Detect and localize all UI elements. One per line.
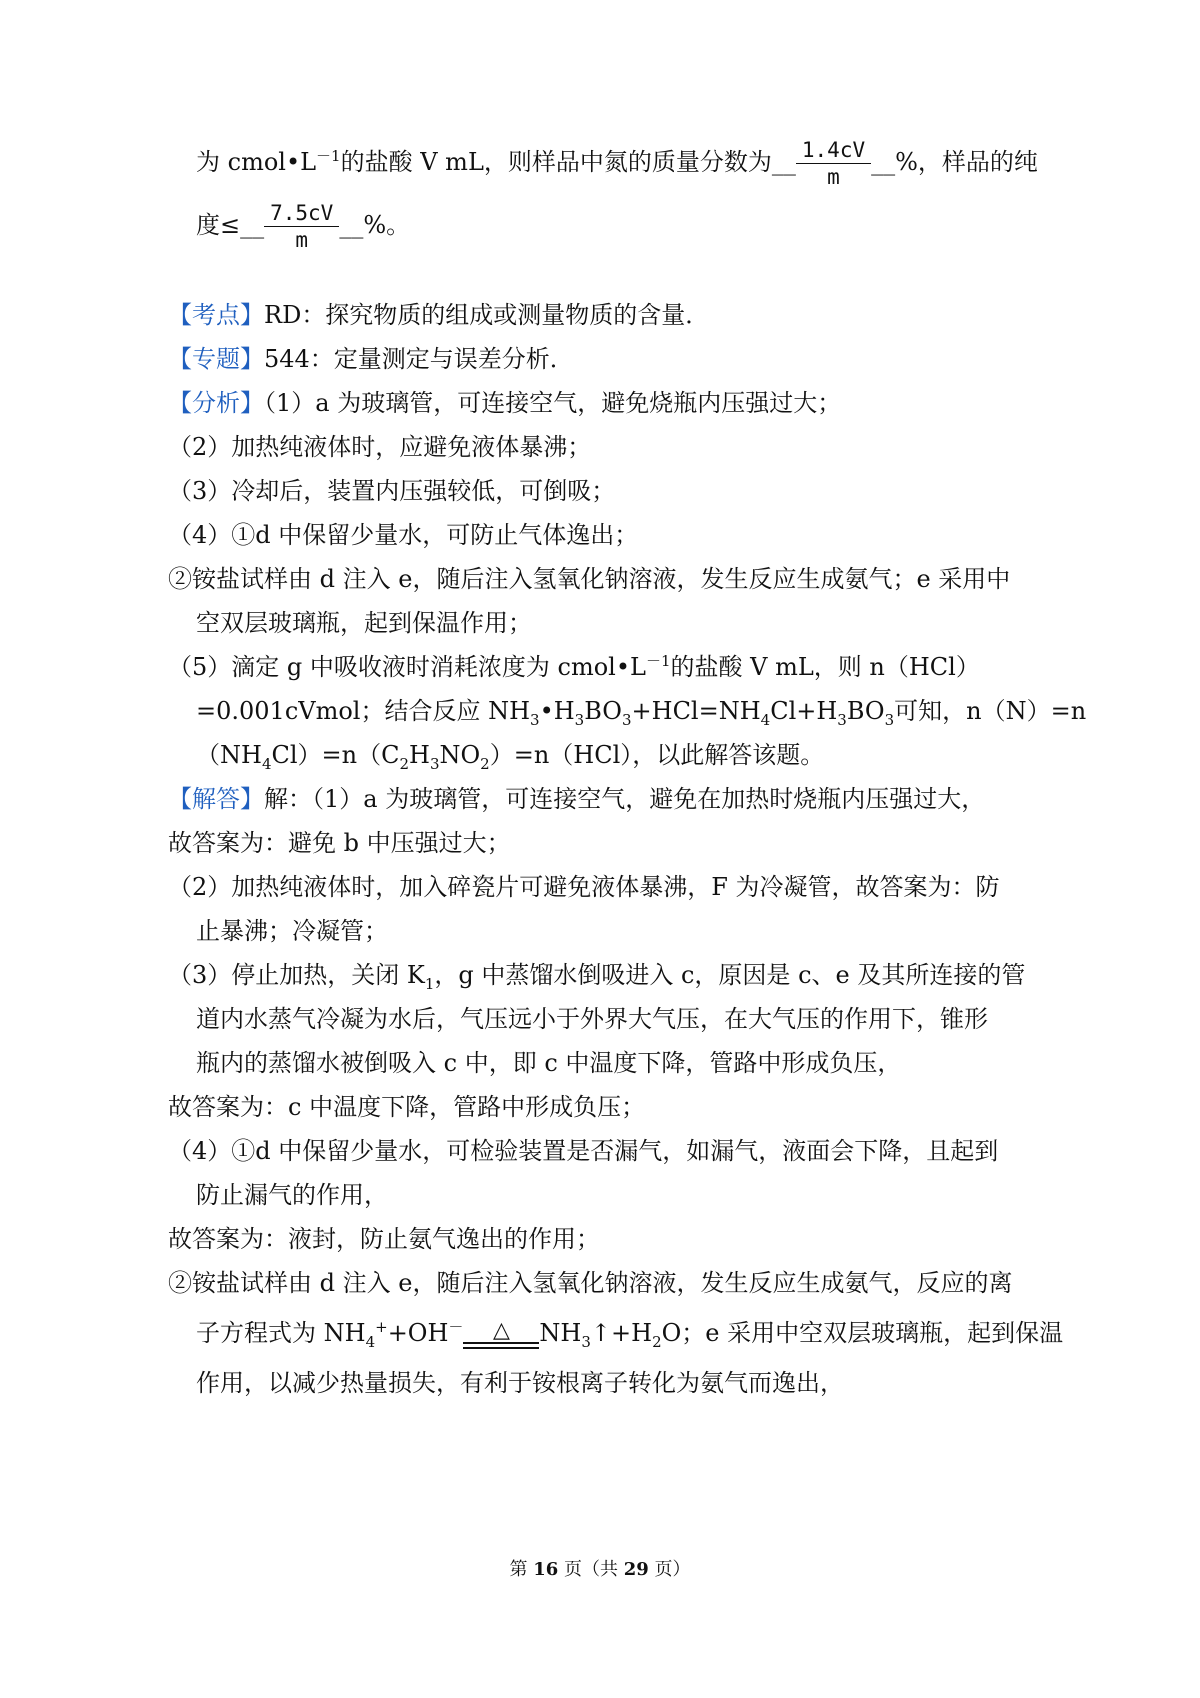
text-line: 故答案为：液封，防止氨气逸出的作用；	[168, 1225, 600, 1253]
subscript: 3	[574, 710, 585, 729]
text-span: RD：探究物质的组成或测量物质的含量．	[264, 301, 710, 329]
text-span: （5）滴定 g 中吸收液时消耗浓度为 cmol•L	[168, 653, 646, 681]
superscript: －	[448, 1318, 464, 1336]
subscript: 3	[581, 1332, 591, 1351]
text-line: 止暴沸；冷凝管；	[196, 917, 388, 945]
heating-equals-sign	[463, 1320, 539, 1349]
text-line: ②铵盐试样由 d 注入 e，随后注入氢氧化钠溶液，发生反应生成氨气，反应的离	[168, 1269, 1013, 1297]
text-span: Cl+H	[770, 697, 838, 725]
subscript: 3	[429, 754, 440, 773]
jieda-line	[168, 784, 985, 814]
text-line: 作用，以减少热量损失，有利于铵根离子转化为氨气而逸出，	[196, 1369, 844, 1397]
fraction-denominator: m	[264, 226, 339, 253]
text-span: +HCl=NH	[631, 697, 761, 725]
text-line	[168, 652, 980, 682]
subscript: 3	[621, 710, 632, 729]
subscript: 3	[837, 710, 847, 729]
total-pages: 29	[623, 1559, 649, 1580]
text-line: （3）冷却后，装置内压强较低，可倒吸；	[168, 477, 616, 505]
text-line: （2）加热纯液体时，加入碎瓷片可避免液体暴沸，F 为冷凝管，故答案为：防	[168, 873, 1000, 901]
text-line: 空双层玻璃瓶，起到保温作用；	[196, 609, 532, 637]
section-tag: 【专题】	[168, 345, 264, 373]
text-span: 度≤__	[196, 211, 265, 239]
section-tag: 【分析】	[168, 389, 264, 417]
subscript: 2	[399, 754, 409, 773]
text-span: 第	[509, 1559, 534, 1580]
text-span: O；e 采用中空双层玻璃瓶，起到保温	[661, 1319, 1064, 1347]
text-span: H	[409, 741, 430, 769]
fraction-numerator: 7.5cV	[270, 201, 334, 225]
text-line: （4）①d 中保留少量水，可检验装置是否漏气，如漏气，液面会下降，且起到	[168, 1137, 999, 1165]
text-span: ↑+H	[590, 1319, 653, 1347]
text-span: Cl）=n（C	[271, 741, 400, 769]
text-line	[196, 740, 825, 773]
subscript: 4	[261, 754, 272, 773]
text-span: （NH	[196, 741, 262, 769]
text-span: +OH	[387, 1319, 449, 1347]
text-span: 的盐酸 V mL，则 n（HCl）	[670, 653, 980, 681]
subscript: 4	[760, 710, 771, 729]
text-line: 故答案为：c 中温度下降，管路中形成负压；	[168, 1093, 646, 1121]
text-span: 页（共	[558, 1559, 624, 1580]
fraction-answer-2	[264, 200, 339, 253]
text-span: BO	[584, 697, 622, 725]
text-span: 为 cmol•L	[196, 148, 317, 176]
text-span: __%，样品的纯	[871, 148, 1038, 176]
equation-line	[196, 1318, 1063, 1349]
text-line	[196, 200, 410, 253]
text-span: （3）停止加热，关闭 K	[168, 961, 425, 989]
zhuanti-line	[168, 344, 574, 374]
text-span: ）=n（HCl），以此解答该题。	[489, 741, 825, 769]
text-span: ，g 中蒸馏水倒吸进入 c，原因是 c、e 及其所连接的管	[434, 961, 1026, 989]
text-span: BO	[846, 697, 885, 725]
text-span: 可知，n（N）=n	[894, 697, 1087, 725]
text-line: ②铵盐试样由 d 注入 e，随后注入氢氧化钠溶液，发生反应生成氨气；e 采用中	[168, 565, 1011, 593]
text-span: NH	[539, 1319, 582, 1347]
superscript: －1	[316, 147, 341, 165]
text-span: __%。	[339, 211, 411, 239]
text-line	[196, 137, 1038, 190]
subscript: 2	[652, 1332, 662, 1351]
text-span: 页）	[648, 1559, 691, 1580]
heat-triangle-icon: △	[492, 1318, 510, 1343]
fraction-denominator: m	[796, 163, 871, 190]
text-line: 道内水蒸气冷凝为水后，气压远小于外界大气压，在大气压的作用下，锥形	[196, 1005, 988, 1033]
page-footer	[0, 1555, 1200, 1581]
kaodian-line	[168, 300, 709, 330]
superscript: +	[375, 1318, 388, 1336]
text-line: 故答案为：避免 b 中压强过大；	[168, 829, 511, 857]
section-tag: 【解答】	[168, 785, 264, 813]
fraction-numerator: 1.4cV	[801, 138, 866, 162]
text-span: 解：（1）a 为玻璃管，可连接空气，避免在加热时烧瓶内压强过大，	[264, 785, 986, 813]
text-line	[168, 960, 1026, 993]
subscript: 2	[480, 754, 490, 773]
fenxi-line	[168, 388, 841, 418]
text-line: 瓶内的蒸馏水被倒吸入 c 中，即 c 中温度下降，管路中形成负压，	[196, 1049, 902, 1077]
text-span: 的盐酸 V mL，则样品中氮的质量分数为__	[340, 148, 796, 176]
text-line: 防止漏气的作用，	[196, 1181, 388, 1209]
page-number: 16	[533, 1559, 559, 1580]
text-span: =0.001cVmol；结合反应 NH	[196, 697, 531, 725]
subscript: 4	[365, 1332, 376, 1351]
text-line: （4）①d 中保留少量水，可防止气体逸出；	[168, 521, 639, 549]
subscript: 1	[424, 974, 435, 993]
fraction-answer-1	[796, 137, 871, 190]
text-span: （1）a 为玻璃管，可连接空气，避免烧瓶内压强过大；	[264, 389, 842, 417]
text-span: •H	[539, 697, 575, 725]
section-tag: 【考点】	[168, 301, 264, 329]
subscript: 3	[884, 710, 895, 729]
text-span: 子方程式为 NH	[196, 1319, 366, 1347]
double-line	[463, 1342, 539, 1349]
text-span: NO	[439, 741, 481, 769]
text-line: （2）加热纯液体时，应避免液体暴沸；	[168, 433, 592, 461]
text-span: 544：定量测定与误差分析．	[264, 345, 574, 373]
text-line	[196, 696, 1087, 729]
superscript: －1	[645, 652, 671, 670]
subscript: 3	[530, 710, 540, 729]
